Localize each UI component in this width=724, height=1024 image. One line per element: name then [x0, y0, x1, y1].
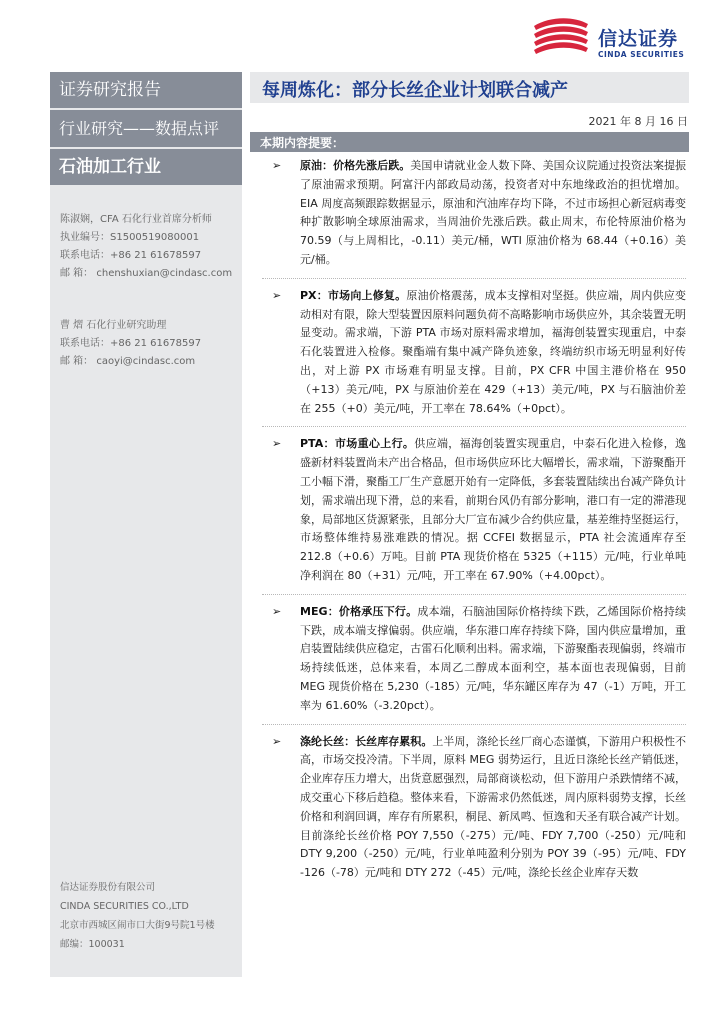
company-name-en: CINDA SECURITIES CO.,LTD: [60, 901, 189, 912]
company-name-cn: 信达证券股份有限公司: [60, 882, 156, 893]
assistant-email: 邮 箱： caoyi@cindasc.com: [60, 356, 196, 367]
summary-item-pta: [262, 435, 686, 594]
bullet-arrow-icon: ➢: [272, 437, 282, 451]
company-address: 北京市西城区闹市口大街9号院1号楼: [60, 920, 215, 931]
summary-item-meg: [262, 603, 686, 725]
summary-item-crude: [262, 157, 686, 279]
report-date: 2021 年 8 月 16 日: [588, 115, 688, 128]
assistant-phone: 联系电话：+86 21 61678597: [60, 338, 202, 349]
sidebar: [50, 72, 242, 977]
item-heading: 原油：价格先涨后跌。: [300, 159, 411, 172]
company-postcode: 邮编：100031: [60, 939, 125, 950]
bullet-arrow-icon: ➢: [272, 604, 282, 618]
analyst-name: 陈淑娴，CFA 石化行业首席分析师: [60, 214, 212, 225]
cinda-logo: [528, 14, 708, 60]
bullet-arrow-icon: ➢: [272, 734, 282, 748]
summary-header-label: 本期内容提要：: [260, 136, 345, 150]
item-heading: PTA：市场重心上行。: [300, 437, 415, 451]
summary-header: [250, 132, 689, 152]
item-body: 上半周，涤纶长丝厂商心态谨慎，下游用户积极性不高，市场交投冷清。下半周，原料 MEG 弱势运行，且近日涤纶长丝产销低迷，企业库存压力增大，出货意愿强烈，局部商谈松动，但下游用户杀跌情绪不减，成交重心下移后趋稳。整体来看，下游需求仍然低迷，周内原料弱势支撑，长丝价格和利润回调，库存有所累积，桐昆、新凤鸣、恒逸和天圣有联合减产计划。目前涤纶长丝价格 POY 7,550（-275）元/吨、FDY 7,700（-250）元/吨和 DTY 9,200（-250）元/吨，行业单吨盈利分别为 POY 39（-95）元/吨、FDY -126（-78）元/吨和 DTY 272（-45）元/吨，涤纶长丝企业库存天数: [300, 734, 687, 880]
industry-name: 石油加工行业: [50, 149, 242, 185]
cinda-logo-icon: [528, 14, 592, 60]
summary-content: [262, 157, 686, 899]
report-type: 证券研究报告: [50, 72, 242, 108]
summary-item-polyester-filament: [262, 733, 686, 891]
item-heading: PX：市场向上修复。: [300, 288, 407, 302]
company-footer: [60, 878, 215, 954]
item-heading: 涤纶长丝：长丝库存累积。: [300, 734, 433, 748]
analyst-email: 邮 箱： chenshuxian@cindasc.com: [60, 268, 233, 279]
assistant-info: [50, 317, 242, 371]
logo-name-en: CINDA SECURITIES: [598, 50, 685, 59]
bullet-arrow-icon: ➢: [272, 159, 282, 172]
item-body: 原油价格震荡，成本支撑相对坚挺。供应端，周内供应变动相对有限，除大型装置因原料问题负荷不高略影响市场供应外，其余装置无明显变动。需求端，下游 PTA 市场对原料需求增加，福海创装置实现重启，中泰石化装置进入检修。聚酯端有集中减产降负迹象，终端纺织市场无明显利好传出，对上游 PX 市场难有明显支撑。目前，PX CFR 中国主港价格在 950（+13）美元/吨，PX 与原油价差在 429（+13）美元/吨，PX 与石脑油价差在 255（+0）美元/吨，开工率在 78.64%（+0pct）。: [300, 288, 687, 415]
item-body: 供应端，福海创装置实现重启，中泰石化进入检修，逸盛新材料装置尚未产出合格品，但市场供应环比大幅增长，需求端，下游聚酯开工小幅下滑，聚酯工厂生产意愿开始有一定降低，多套装置陆续出台减产降负计划，需求端出现下滑，总的来看，前期台风仍有部分影响，港口有一定的滞港现象，局部地区货源紧张，且部分大厂宣布减少合约供应量，基差维持坚挺运行，市场整体维持易涨难跌的情况。据 CCFEI 数据显示，PTA 社会流通库存至 212.8（+0.6）万吨。目前 PTA 现货价格在 5325（+115）元/吨，行业单吨净利润在 80（+31）元/吨，开工率在 67.90%（+4.00pct）。: [300, 437, 687, 582]
analyst-info: [50, 211, 242, 283]
report-title: 每周炼化：部分长丝企业计划联合减产: [262, 80, 568, 101]
report-title-bar: [250, 72, 689, 103]
report-category: 行业研究——数据点评: [50, 110, 242, 147]
assistant-name: 曹 熠 石化行业研究助理: [60, 320, 167, 331]
summary-item-px: [262, 287, 686, 428]
logo-name-cn: 信达证券: [598, 28, 679, 50]
item-body: 美国申请就业金人数下降、美国众议院通过投资法案提振了原油需求预期。阿富汗内部政局动荡，投资者对中东地缘政治的担忧增加。EIA 周度高频跟踪数据显示，原油和汽油库存均下降，不过市场担心新冠病毒变种扩散影响全球原油需求，当周油价先涨后跌。截止周末，布伦特原油价格为 70.59（与上周相比，-0.11）美元/桶，WTI 原油价格为 68.44（+0.16）美元/桶。: [300, 159, 687, 266]
item-body: 成本端，石脑油国际价格持续下跌，乙烯国际价格持续下跌，成本端支撑偏弱。供应端，华东港口库存持续下降，国内供应量增加，重启装置陆续供应稳定，古雷石化顺利出料。需求端，下游聚酯表现偏弱，终端市场持续低迷，总体来看，本周乙二醇成本面利空，基本面也表现偏弱，目前 MEG 现货价格在 5,230（-185）元/吨，华东罐区库存为 47（-1）万吨，开工率为 61.60%（-3.20pct）。: [300, 604, 686, 712]
bullet-arrow-icon: ➢: [272, 288, 282, 302]
item-heading: MEG：价格承压下行。: [300, 604, 418, 618]
analyst-license: 执业编号：S1500519080001: [60, 232, 200, 243]
analyst-phone: 联系电话：+86 21 61678597: [60, 250, 202, 261]
